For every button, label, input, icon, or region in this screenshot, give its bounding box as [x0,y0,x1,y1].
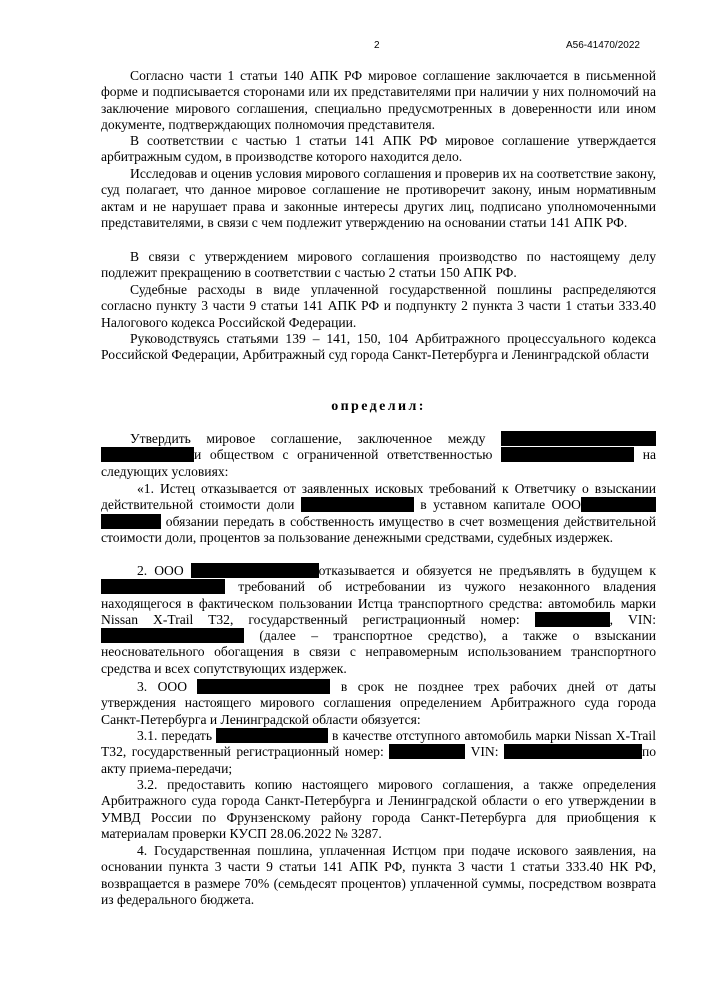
redaction-box [535,612,610,627]
approve-text-end: на следующих условиях: [101,447,656,479]
term-3-text-start: 3. ООО [137,679,188,694]
redaction-box [389,744,465,759]
term-2-text-b: требований об истребовании из чужого незаконного владения находящегося в фактическом пользовании Истца транспортного средства: автомобиль марки Nissan X-Trail T32, государственный регистрационный номер: [101,579,656,627]
redaction-box [301,497,414,512]
term-1-text-start: «1. Истец отказывается от заявленных исковых требований к Ответчику о взыскании действительной стоимости доли [101,481,656,513]
redaction-box [197,679,330,694]
paragraph-guided-by: Руководствуясь статьями 139 – 141, 150, 104 Арбитражного процессуального кодекса Российской Федерации, Арбитражный суд города Санкт-Петербурга и Ленинградской области [101,331,656,363]
paragraph-approve-settlement [101,431,656,480]
term-3-1-text-start: 3.1. передать [137,728,213,743]
redaction-box [501,431,656,446]
redaction-box [191,563,319,578]
paragraph-court-assessment: Исследовав и оценив условия мирового соглашения и проверив их на соответствие закону, суд полагает, что данное мировое соглашение не противоречит закону, иным нормативным актам и не нарушает права и законные интересы других лиц, подписано уполномоченными представителями, в связи с чем подлежит утверждению на основании статьи 141 АПК РФ. [101,166,656,230]
term-2-text-a: отказывается и обязуется не предъявлять в будущем к [318,563,656,578]
term-2-text-start: 2. ООО [137,563,184,578]
redaction-box [101,579,225,594]
ruling-heading: определил: [331,399,426,414]
paragraph-termination: В связи с утверждением мирового соглашения производство по настоящему делу подлежит прекращению в соответствии с частью 2 статьи 150 АПК РФ. [101,249,656,281]
term-3-text-end: в срок не позднее трех рабочих дней от даты утверждения настоящего мирового соглашения определением Арбитражного суда города Санкт-Петербурга и Ленинградской области обязуется: [101,679,657,727]
redaction-box [101,447,194,462]
redaction-box [501,447,634,462]
term-3 [101,679,656,728]
term-3-1-text-b: VIN: [470,744,499,760]
page-number: 2 [374,40,380,51]
term-3-1-text-a: в качестве отступного автомобиль марки Nissan X-Trail T32, государственный регистрационный номер: [101,728,656,760]
term-3-1 [101,728,656,777]
redaction-box [504,744,642,759]
term-2-text-c: , VIN: [609,611,656,627]
redaction-box [581,497,656,512]
term-2-text-end: (далее – транспортное средство), а также о взыскании неосновательного обогащения в связи с неправомерным использованием транспортного средства и всех сопутствующих издержек. [101,628,656,676]
term-4: 4. Государственная пошлина, уплаченная Истцом при подаче искового заявления, на основании пункта 3 части 9 статьи 141 АПК РФ, пункта 3 части 1 статьи 333.40 НК РФ, возвращается в размере 70% (семьдесят процентов) уплаченной суммы, посредством возврата из федерального бюджета. [101,843,656,907]
approve-text-middle: и обществом с ограниченной ответственностью [194,447,493,463]
term-1 [101,481,656,546]
paragraph-article-140: Согласно части 1 статьи 140 АПК РФ мировое соглашение заключается в письменной форме и подписывается сторонами или их представителями при наличии у них полномочий на заключение мирового соглашения, специально предусмотренных в доверенности или ином документе, подтверждающих полномочия представителя. [101,68,656,132]
redaction-box [101,628,244,643]
approve-text-start: Утвердить мировое соглашение, заключенное между [130,431,486,446]
term-1-text-end: обязании передать в собственность имущество в счет возмещения действительной стоимости доли, процентов за пользование денежными средствами, судебных издержек. [101,513,656,545]
paragraph-article-141: В соответствии с частью 1 статьи 141 АПК РФ мировое соглашение утверждается арбитражным судом, в производстве которого находится дело. [101,133,656,165]
term-2 [101,563,656,677]
case-number: А56-41470/2022 [566,40,640,51]
term-1-text-middle: в уставном капитале ООО [420,497,581,513]
redaction-box [216,728,328,743]
paragraph-court-costs: Судебные расходы в виде уплаченной государственной пошлины распределяются согласно пункту 3 части 9 статьи 141 АПК РФ и подпункту 2 пункта 3 части 1 статьи 333.40 Налогового кодекса Российской Федерации. [101,282,656,330]
redaction-box [101,514,161,529]
term-3-1-text-end: по акту приема-передачи; [101,744,657,776]
term-3-2: 3.2. предоставить копию настоящего мирового соглашения, а также определения Арбитражного суда города Санкт-Петербурга и Ленинградской области о его утверждении в УМВД России по Фрунзенскому району города Санкт-Петербурга для приобщения к материалам проверки КУСП 28.06.2022 № 3287. [101,777,656,841]
